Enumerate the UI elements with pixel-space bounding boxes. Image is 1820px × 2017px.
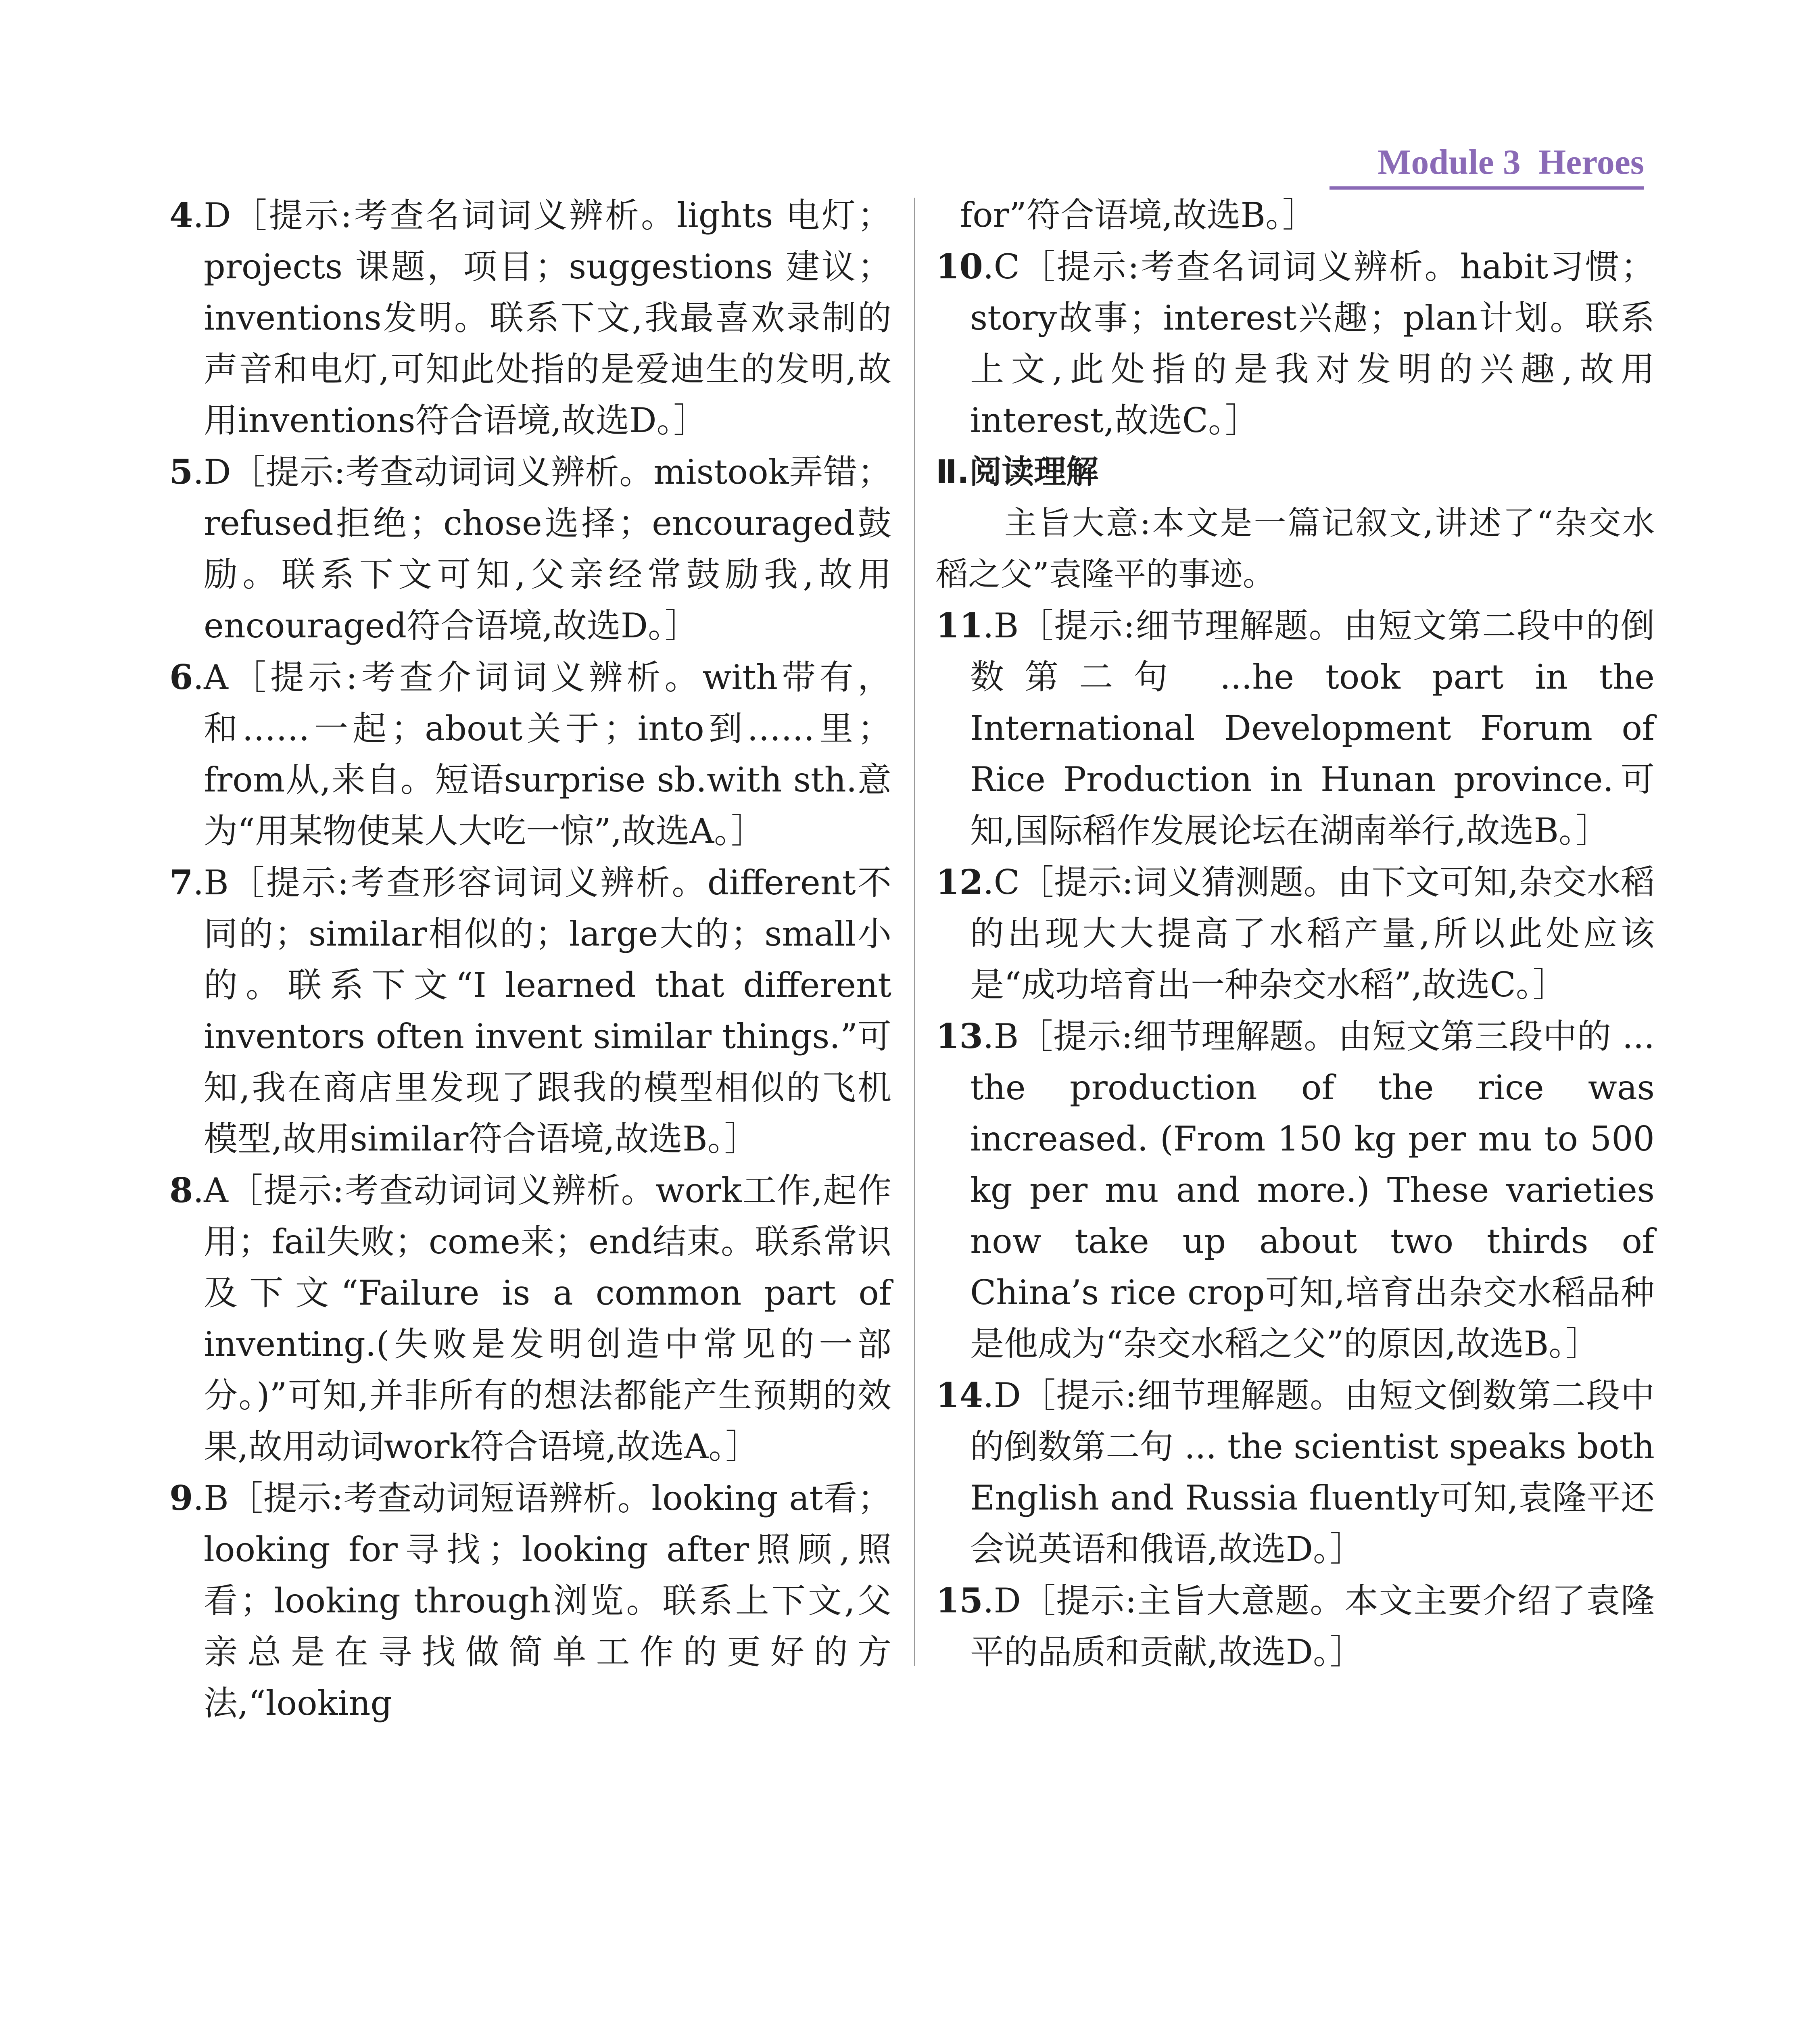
item-text: .B［提示:考查动词短语辨析。looking at看；looking for寻找；looking after照顾,照看；looking through浏览。联系上下文,父亲总是在寻找做简单工作的更好的方法,“looking [193, 1478, 891, 1723]
answer-item-12 [936, 856, 1655, 1011]
item-text: .C［提示:词义猜测题。由下文可知,杂交水稻的出现大大提高了水稻产量,所以此处应该是“成功培育出一种杂交水稻”,故选C。］ [970, 862, 1655, 1004]
answer-item-15 [936, 1575, 1655, 1678]
answer-item-14 [936, 1370, 1655, 1575]
item-text: .B［提示:细节理解题。由短文第三段中的 ... the production of the rice was increased. (From 150 kg per mu to 500 kg per mu and more.) These varieties now take up about two thirds of China’s rice crop可知,培育出杂交水稻品种是他成为“杂交水稻之父”的原因,故选B。］ [970, 1017, 1655, 1363]
item-text: .D［提示:考查名词词义辨析。lights 电灯；projects 课题，项目；suggestions 建议；inventions发明。联系下文,我最喜欢录制的声音和电灯,可知此处指的是爱迪生的发明,故用inventions符合语境,故选D。］ [193, 196, 891, 440]
answer-item-4 [169, 190, 891, 446]
item-number: 8 [169, 1170, 193, 1210]
item-number: 11 [936, 606, 983, 645]
section-title-reading: Ⅱ.阅读理解 [936, 453, 1099, 491]
item-number: 6 [169, 657, 193, 697]
left-column [169, 190, 891, 1729]
answer-item-9-continuation: for”符合语境,故选B。］ [960, 195, 1317, 235]
header-underline [1330, 186, 1644, 190]
right-column [936, 190, 1655, 1678]
module-title: Module 3 Heroes [1378, 143, 1644, 182]
answer-item-10 [936, 241, 1655, 446]
answer-item-7 [169, 857, 891, 1165]
item-number: 9 [169, 1478, 193, 1518]
item-text: .A［提示:考查动词词义辨析。work工作,起作用；fail失败；come来；end结束。联系常识及下文“Failure is a common part of inventing.(失败是发明创造中常见的一部分。)”可知,并非所有的想法都能产生预期的效果,故用动词work符合语境,故选A。］ [193, 1171, 891, 1466]
answer-item-8 [169, 1165, 891, 1472]
item-text: .D［提示:考查动词词义辨析。mistook弄错；refused拒绝；chose选择；encouraged鼓励。联系下文可知,父亲经常鼓励我,故用encouraged符合语境,故选D。］ [193, 452, 891, 645]
answer-item-6 [169, 651, 891, 857]
item-number: 15 [936, 1581, 983, 1620]
answer-item-13 [936, 1011, 1655, 1370]
answer-item-9 [169, 1472, 891, 1729]
item-text: .C［提示:考查名词词义辨析。habit习惯；story故事；interest兴趣；plan计划。联系上文,此处指的是我对发明的兴趣,故用interest,故选C。］ [970, 247, 1655, 440]
item-text: .B［提示:考查形容词词义辨析。different不同的；similar相似的；large大的；small小的。联系下文“I learned that different inventors often invent similar things.”可知,我在商店里发现了跟我的模型相似的飞机模型,故用similar符合语境,故选B。］ [193, 863, 891, 1159]
answer-item-5 [169, 446, 891, 651]
item-number: 12 [936, 862, 983, 902]
column-divider [914, 198, 915, 1666]
item-number: 10 [936, 246, 983, 286]
item-number: 7 [169, 862, 193, 902]
answer-item-11 [936, 600, 1655, 856]
item-number: 4 [169, 195, 193, 235]
item-number: 14 [936, 1375, 983, 1415]
item-text: .A［提示:考查介词词义辨析。with带有，和……一起；about关于；into到……里；from从,来自。短语surprise sb.with sth.意为“用某物使某人大吃一惊”,故选A。］ [193, 658, 891, 851]
item-number: 13 [936, 1016, 983, 1056]
item-number: 5 [169, 452, 193, 492]
item-text: .D［提示:主旨大意题。本文主要介绍了袁隆平的品质和贡献,故选D。］ [970, 1581, 1655, 1672]
item-text: .D［提示:细节理解题。由短文倒数第二段中的倒数第二句 ... the scientist speaks both English and Russia fluently可知,袁隆平还会说英语和俄语,故选D。］ [970, 1376, 1655, 1569]
item-text: .B［提示:细节理解题。由短文第二段中的倒数第二句 ...he took part in the International Development Forum of Rice Production in Hunan province.可知,国际稻作发展论坛在湖南举行,故选B。］ [970, 606, 1655, 850]
main-idea-summary: 主旨大意:本文是一篇记叙文,讲述了“杂交水稻之父”袁隆平的事迹。 [936, 504, 1655, 593]
